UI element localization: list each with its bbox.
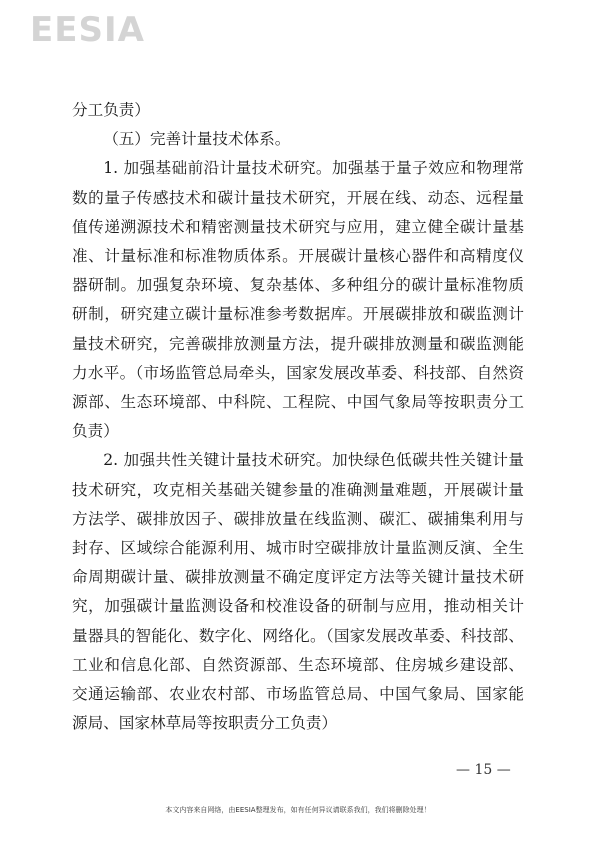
paragraph: 2. 加强共性关键计量技术研究。加快绿色低碳共性关键计量技术研究，攻克相关基础关键参量的准确测量难题，开展碳计量方法学、碳排放因子、碳排放量在线监测、碳汇、碳捕集利用与封存、区域综合能源利用、城市时空碳排放计量监测反演、全生命周期碳计量、碳排放测量不确定度评定方法等关键计量技术研究，加强碳计量监测设备和校准设备的研制与应用，推动相关计量器具的智能化、数字化、网络化。（国家发展改革委、科技部、工业和信息化部、自然资源部、生态环境部、住房城乡建设部、交通运输部、农业农村部、市场监管总局、中国气象局、国家能源局、国家林草局等按职责分工负责） [72, 451, 524, 733]
paragraph: 分工负责） [72, 101, 150, 119]
footer-disclaimer: 本文内容来自网络，由EESIA整理发布，如有任何异议请联系我们，我们将删除处理！ [165, 806, 431, 814]
document-body [72, 96, 524, 738]
watermark-logo: EESIA [30, 10, 145, 50]
section-heading: （五）完善计量技术体系。 [103, 130, 291, 149]
page-number: — 15 — [456, 762, 511, 778]
paragraph: 1. 加强基础前沿计量技术研究。加强基于量子效应和物理常数的量子传感技术和碳计量技术研究，开展在线、动态、远程量值传递溯源技术和精密测量技术研究与应用，建立健全碳计量基准、计量标准和标准物质体系。开展碳计量核心器件和高精度仪器研制。加强复杂环境、复杂基体、多种组分的碳计量标准物质研制，研究建立碳计量标准参考数据库。开展碳排放和碳监测计量技术研究，完善碳排放测量方法，提升碳排放测量和碳监测能力水平。（市场监管总局牵头，国家发展改革委、科技部、自然资源部、生态环境部、中科院、工程院、中国气象局等按职责分工负责） [72, 159, 524, 441]
